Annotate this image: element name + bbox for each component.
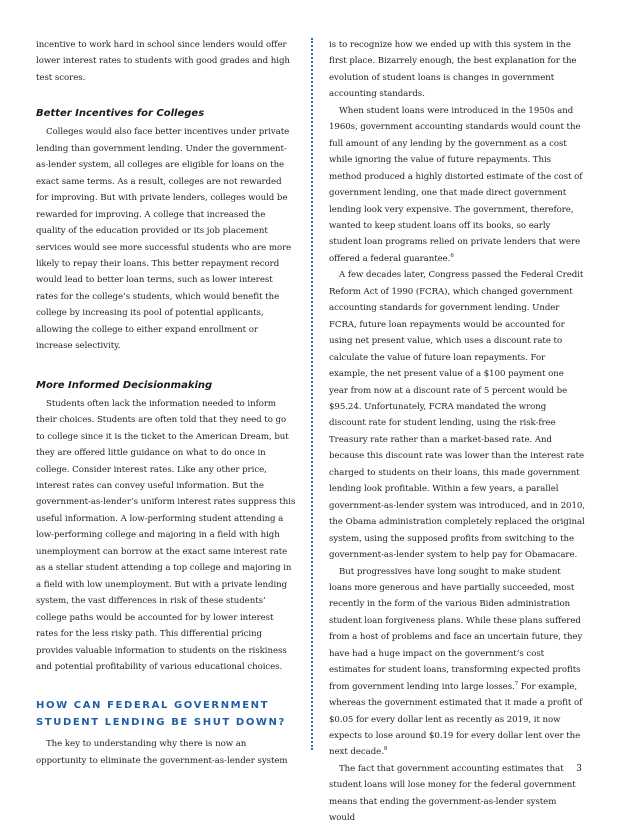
column-divider xyxy=(311,38,313,750)
right-column xyxy=(329,37,585,827)
paragraph-incentive-continued: incentive to work hard in school since lenders would offer lower interest rates to students with good grades and high test scores. xyxy=(36,40,290,83)
page-number: 3 xyxy=(576,764,582,774)
subheading-informed-decisionmaking: More Informed Decisionmaking xyxy=(36,379,213,391)
paragraph-key-to-understanding: The key to understanding why there is now an opportunity to eliminate the government-as-lender system xyxy=(36,739,288,766)
section-heading-shut-down: HOW CAN FEDERAL GOVERNMENT STUDENT LENDING BE SHUT DOWN? xyxy=(36,700,286,729)
paragraph-progressives xyxy=(329,564,585,761)
paragraph-accounting-estimates: The fact that government accounting estimates that student loans will lose money for the federal government means that ending the government-as-lender system would xyxy=(329,763,576,824)
paragraph-progressives-text-b: For example, whereas the government estimated that it made a profit of $0.05 for every dollar lent as recently as 2019, it now expects to lose around $0.19 for every dollar lent over the next decade. xyxy=(329,681,583,758)
left-column xyxy=(36,37,296,769)
paragraph-informed-decisionmaking: Students often lack the information needed to inform their choices. Students are often told that they need to go to college since it is the ticket to the American Dream, but they are offered little guidance on what to do once in college. Consider interest rates. Like any other price, interest rates can convey useful information. But the government-as-lender’s uniform interest rates suppress this useful information. A low-performing student attending a low-performing college and majoring in a field with high unemployment can borrow at the exact same interest rate as a stellar student attending a top college and majoring in a field with low unemployment. But with a private lending system, the vast differences in risk of these students’ college paths would be accounted for by lower interest rates for the less risky path. This differential pricing provides valuable information to students on the riskiness and potential profitability of various educational choices. xyxy=(36,398,296,672)
footnote-ref-6[interactable]: 6 xyxy=(450,253,454,260)
subheading-better-incentives: Better Incentives for Colleges xyxy=(36,108,205,120)
paragraph-better-incentives: Colleges would also face better incentives under private lending than government lending. Under the government-as-lender system, all colleges are eligible for loans on the exact same terms. As a result, colleges are not rewarded for improving. But with private lenders, colleges would be rewarded for improving. A college that increased the quality of the education provided or its job placement services would see more successful students who are more likely to repay their loans. This better repayment record would lead to better loan terms, such as lower interest rates for the college’s students, which would benefit the college by increasing its pool of potential applicants, allowing the college to either expand enrollment or increase selectivity. xyxy=(36,127,292,352)
paragraph-1950s-text: When student loans were introduced in the 1950s and 1960s, government accounting standards would count the full amount of any lending by the government as a cost while ignoring the value of future repayments. This method produced a highly distorted estimate of the cost of government lending, one that made direct government lending look very expensive. The government, therefore, wanted to keep student loans off its books, so early student loan programs relied on private lenders that were offered a federal guarantee. xyxy=(329,105,583,264)
paragraph-recognize-system: is to recognize how we ended up with this system in the first place. Bizarrely enough, the best explanation for the evolution of student loans is changes in government accounting standards. xyxy=(329,40,577,100)
footnote-ref-7[interactable]: 7 xyxy=(514,680,519,687)
paragraph-1950s-loans xyxy=(329,103,585,268)
paragraph-fcra: A few decades later, Congress passed the Federal Credit Reform Act of 1990 (FCRA), which changed government accounting standards for government lending. Under FCRA, future loan repayments would be accounted for using net present value, which uses a discount rate to calculate the value of future loan repayments. For example, the net present value of a $100 payment one year from now at a discount rate of 5 percent would be $95.24. Unfortunately, FCRA mandated the wrong discount rate for student lending, using the risk-free Treasury rate rather than a market-based rate. And because this discount rate was lower than the interest rate charged to students on their loans, this made government lending look profitable. Within a few years, a parallel government-as-lender system was introduced, and in 2010, the Obama administration completely replaced the original system, using the supposed profits from switching to the government-as-lender system to help pay for Obamacare. xyxy=(329,270,585,561)
footnote-ref-8[interactable]: 8 xyxy=(383,746,388,753)
paragraph-progressives-text-a: But progressives have long sought to make student loans more generous and have partially succeeded, most recently in the form of the various Biden administration student loan forgiveness plans. While these plans suffered from a host of problems and face an uncertain future, they have had a huge impact on the government’s cost estimates for student loans, transforming expected profits from government lending into large losses. xyxy=(329,566,583,692)
